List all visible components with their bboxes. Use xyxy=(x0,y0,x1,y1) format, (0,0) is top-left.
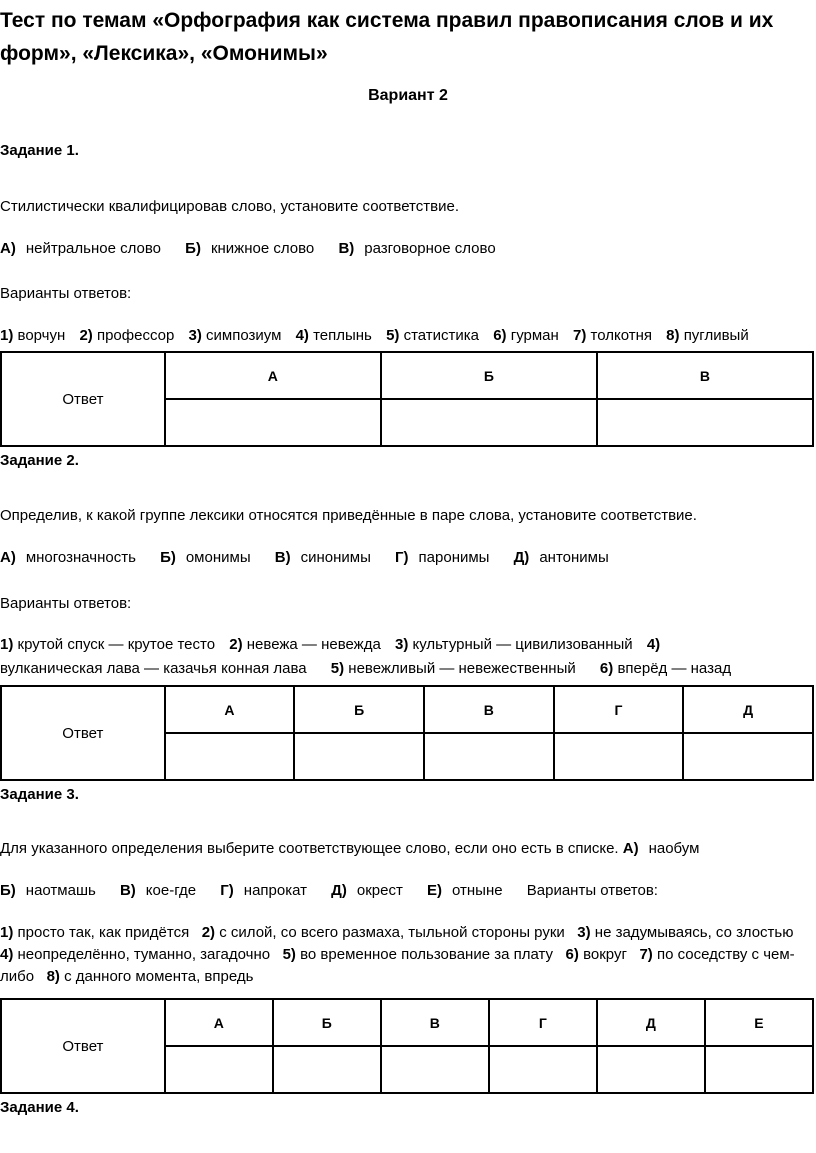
option-text: пугливый xyxy=(683,327,749,344)
task3-cat-text: кое-где xyxy=(145,882,197,899)
task1-categories xyxy=(0,238,496,259)
answer-label: Ответ xyxy=(1,352,165,446)
option-key: 8) xyxy=(666,327,680,344)
answer-label: Ответ xyxy=(1,686,165,780)
option-key: 5) xyxy=(282,946,296,963)
answer-column-header: Б xyxy=(294,686,424,733)
task1-cat-text: нейтральное слово xyxy=(25,240,161,257)
answer-column-header: А xyxy=(165,686,295,733)
answer-cell[interactable] xyxy=(381,399,597,446)
option-key: 6) xyxy=(493,327,507,344)
option-key: 4) xyxy=(646,636,661,653)
task2-answer-table xyxy=(0,685,814,781)
option-key: 3) xyxy=(394,636,409,653)
task4-heading: Задание 4. xyxy=(0,1099,79,1116)
option-key: 7) xyxy=(639,946,653,963)
task1-options xyxy=(0,325,749,346)
task2-cat-text: синонимы xyxy=(300,549,371,566)
option-key: 2) xyxy=(201,924,216,941)
answer-column-header: В xyxy=(597,352,813,399)
task3-cat-key: В) xyxy=(119,882,136,899)
answer-cell[interactable] xyxy=(554,733,684,780)
task3-cat-text: наотмашь xyxy=(25,882,96,899)
task1-heading: Задание 1. xyxy=(0,142,79,159)
task3-cat-key: Б) xyxy=(0,882,16,899)
option-text: вулканическая лава — казачья конная лава xyxy=(0,660,307,677)
option-key: 5) xyxy=(386,327,400,344)
task3-answer-table xyxy=(0,998,814,1094)
option-text: ворчун xyxy=(17,327,66,344)
option-key: 4) xyxy=(0,946,14,963)
option-text: с силой, со всего размаха, тыльной стороны руки xyxy=(219,924,565,941)
task1-options-label: Варианты ответов: xyxy=(0,285,132,302)
option-text: статистика xyxy=(403,327,480,344)
answer-label: Ответ xyxy=(1,999,165,1093)
task3-instruction-line xyxy=(0,838,699,859)
task3-instruction: Для указанного определения выберите соответствующее слово, если оно есть в списке. xyxy=(0,840,619,857)
task2-options-label: Варианты ответов: xyxy=(0,595,132,612)
option-text: невежливый — невежественный xyxy=(348,660,576,677)
answer-column-header: А xyxy=(165,999,273,1046)
task2-cat-key: Г) xyxy=(395,549,409,566)
answer-column-header: Д xyxy=(597,999,705,1046)
option-text: крутой спуск — крутое тесто xyxy=(17,636,216,653)
task2-cat-text: антонимы xyxy=(539,549,609,566)
task3-heading: Задание 3. xyxy=(0,786,79,803)
answer-cell[interactable] xyxy=(705,1046,813,1093)
option-text: просто так, как придётся xyxy=(17,924,190,941)
option-key: 1) xyxy=(0,924,14,941)
answer-column-header: В xyxy=(381,999,489,1046)
option-text: профессор xyxy=(96,327,175,344)
answer-cell[interactable] xyxy=(381,1046,489,1093)
task3-cat-key: Д) xyxy=(331,882,347,899)
task2-options-line2 xyxy=(0,658,731,679)
task1-cat-text: книжное слово xyxy=(210,240,315,257)
option-text: во временное пользование за плату xyxy=(300,946,554,963)
task3-options xyxy=(0,922,812,988)
task3-cat-key: Е) xyxy=(427,882,442,899)
option-text: симпозиум xyxy=(206,327,282,344)
page-title: Тест по темам «Орфография как система правил правописания слов и их форм», «Лексика», «Омонимы» xyxy=(0,9,774,65)
option-key: 4) xyxy=(295,327,309,344)
task1-cat-key: А) xyxy=(0,240,16,257)
option-text: толкотня xyxy=(590,327,652,344)
option-key: 3) xyxy=(188,327,202,344)
answer-cell[interactable] xyxy=(294,733,424,780)
answer-cell[interactable] xyxy=(597,399,813,446)
task3-options-label: Варианты ответов: xyxy=(526,882,658,899)
option-key: 7) xyxy=(572,327,587,344)
option-key: 2) xyxy=(229,636,243,653)
answer-cell[interactable] xyxy=(424,733,554,780)
option-text: культурный — цивилизованный xyxy=(412,636,633,653)
answer-cell[interactable] xyxy=(165,1046,273,1093)
option-text: невежа — невежда xyxy=(246,636,381,653)
task2-cat-key: А) xyxy=(0,549,16,566)
option-key: 5) xyxy=(330,660,345,677)
task2-heading: Задание 2. xyxy=(0,452,79,469)
answer-column-header: Б xyxy=(273,999,381,1046)
task1-cat-text: разговорное слово xyxy=(364,240,496,257)
task2-cat-text: многозначность xyxy=(25,549,136,566)
option-text: неопределённо, туманно, загадочно xyxy=(17,946,271,963)
answer-cell[interactable] xyxy=(273,1046,381,1093)
answer-cell[interactable] xyxy=(165,733,295,780)
option-text: с данного момента, впредь xyxy=(64,968,254,985)
option-text: теплынь xyxy=(313,327,372,344)
task1-cat-key: В) xyxy=(338,240,355,257)
option-text: не задумываясь, со злостью xyxy=(594,924,794,941)
option-key: 2) xyxy=(79,327,93,344)
option-key: 8) xyxy=(46,968,60,985)
answer-column-header: В xyxy=(424,686,554,733)
task2-cat-text: паронимы xyxy=(418,549,490,566)
task3-cat-key: Г) xyxy=(220,882,234,899)
task3-cat-key: А) xyxy=(622,840,639,857)
variant-heading: Вариант 2 xyxy=(368,87,448,104)
option-key: 1) xyxy=(0,327,14,344)
task2-cat-key: Б) xyxy=(160,549,176,566)
answer-cell[interactable] xyxy=(683,733,813,780)
task3-cat-text: наобум xyxy=(648,840,700,857)
task1-answer-table xyxy=(0,351,814,447)
task1-instruction: Стилистически квалифицировав слово, установите соответствие. xyxy=(0,198,459,215)
task3-cat-text: отныне xyxy=(452,882,503,899)
answer-column-header: Е xyxy=(705,999,813,1046)
answer-cell[interactable] xyxy=(165,399,381,446)
task2-cat-key: В) xyxy=(274,549,291,566)
answer-column-header: Б xyxy=(381,352,597,399)
option-text: вокруг xyxy=(583,946,627,963)
task3-cat-text: напрокат xyxy=(243,882,307,899)
task2-cat-text: омонимы xyxy=(185,549,251,566)
task3-categories xyxy=(0,880,658,901)
answer-cell[interactable] xyxy=(489,1046,597,1093)
option-text: вперёд — назад xyxy=(617,660,732,677)
option-key: 1) xyxy=(0,636,14,653)
task3-cat-text: окрест xyxy=(356,882,403,899)
answer-column-header: А xyxy=(165,352,381,399)
task2-options-line1 xyxy=(0,634,660,655)
task2-instruction: Определив, к какой группе лексики относятся приведённые в паре слова, установите соответствие. xyxy=(0,507,697,524)
option-key: 6) xyxy=(599,660,614,677)
answer-column-header: Д xyxy=(683,686,813,733)
option-text: по соседству с чем-либо xyxy=(0,946,795,985)
task2-cat-key: Д) xyxy=(513,549,530,566)
answer-column-header: Г xyxy=(554,686,684,733)
answer-column-header: Г xyxy=(489,999,597,1046)
option-key: 3) xyxy=(577,924,591,941)
task1-cat-key: Б) xyxy=(185,240,201,257)
option-key: 6) xyxy=(565,946,579,963)
answer-cell[interactable] xyxy=(597,1046,705,1093)
option-text: гурман xyxy=(510,327,559,344)
task2-categories xyxy=(0,547,609,568)
